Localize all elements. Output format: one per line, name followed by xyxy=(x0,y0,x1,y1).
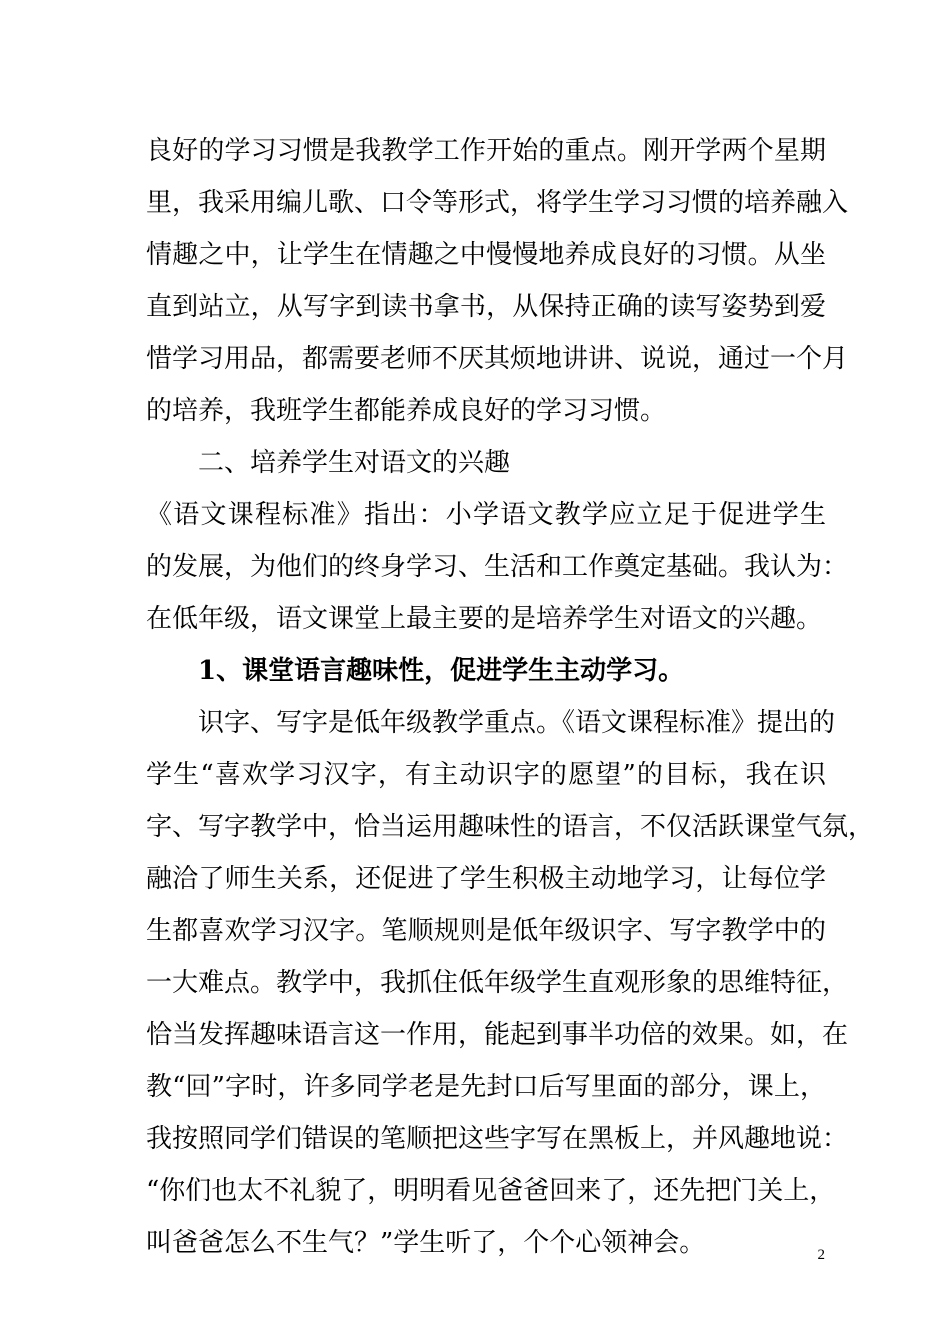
text-line: 字、写字教学中，恰当运用趣味性的语言，不仅活跃课堂气氛， xyxy=(146,812,875,842)
text-line: 《语文课程标准》指出：小学语文教学应立足于促进学生 xyxy=(146,500,826,530)
text-line: 良好的学习习惯是我教学工作开始的重点。刚开学两个星期 xyxy=(146,136,826,166)
text-line: 在低年级，语文课堂上最主要的是培养学生对语文的兴趣。 xyxy=(146,604,823,634)
text-line: 一大难点。教学中，我抓住低年级学生直观形象的思维特征， xyxy=(146,968,849,998)
text-line: 情趣之中，让学生在情趣之中慢慢地养成良好的习惯。从坐 xyxy=(146,240,826,270)
section-heading: 二、培养学生对语文的兴趣 xyxy=(198,448,511,478)
text-line: 我按照同学们错误的笔顺把这些字写在黑板上，并风趣地说： xyxy=(146,1124,849,1154)
text-line: 生都喜欢学习汉字。笔顺规则是低年级识字、写字教学中的 xyxy=(146,916,826,946)
text-line: 识字、写字是低年级教学重点。《语文课程标准》提出的 xyxy=(198,708,836,738)
subsection-heading: 1、课堂语言趣味性，促进学生主动学习。 xyxy=(198,656,685,686)
text-line: 教“回”字时，许多同学老是先封口后写里面的部分，课上， xyxy=(146,1072,826,1102)
text-line: 直到站立，从写字到读书拿书，从保持正确的读写姿势到爱 xyxy=(146,292,826,322)
text-line: 里，我采用编儿歌、口令等形式，将学生学习习惯的培养融入 xyxy=(146,188,849,218)
text-line: 学生“喜欢学习汉字，有主动识字的愿望”的目标，我在识 xyxy=(146,760,826,790)
page-number: 2 xyxy=(817,1247,825,1263)
text-line: 融洽了师生关系，还促进了学生积极主动地学习，让每位学 xyxy=(146,864,826,894)
text-line: 的培养，我班学生都能养成良好的学习习惯。 xyxy=(146,396,667,426)
text-line: “你们也太不礼貌了，明明看见爸爸回来了，还先把门关上， xyxy=(146,1176,836,1206)
text-line: 惜学习用品，都需要老师不厌其烦地讲讲、说说，通过一个月 xyxy=(146,344,849,374)
text-line: 恰当发挥趣味语言这一作用，能起到事半功倍的效果。如，在 xyxy=(146,1020,849,1050)
text-line: 的发展，为他们的终身学习、生活和工作奠定基础。我认为： xyxy=(146,552,849,582)
text-line: 叫爸爸怎么不生气？”学生听了，个个心领神会。 xyxy=(146,1228,706,1258)
